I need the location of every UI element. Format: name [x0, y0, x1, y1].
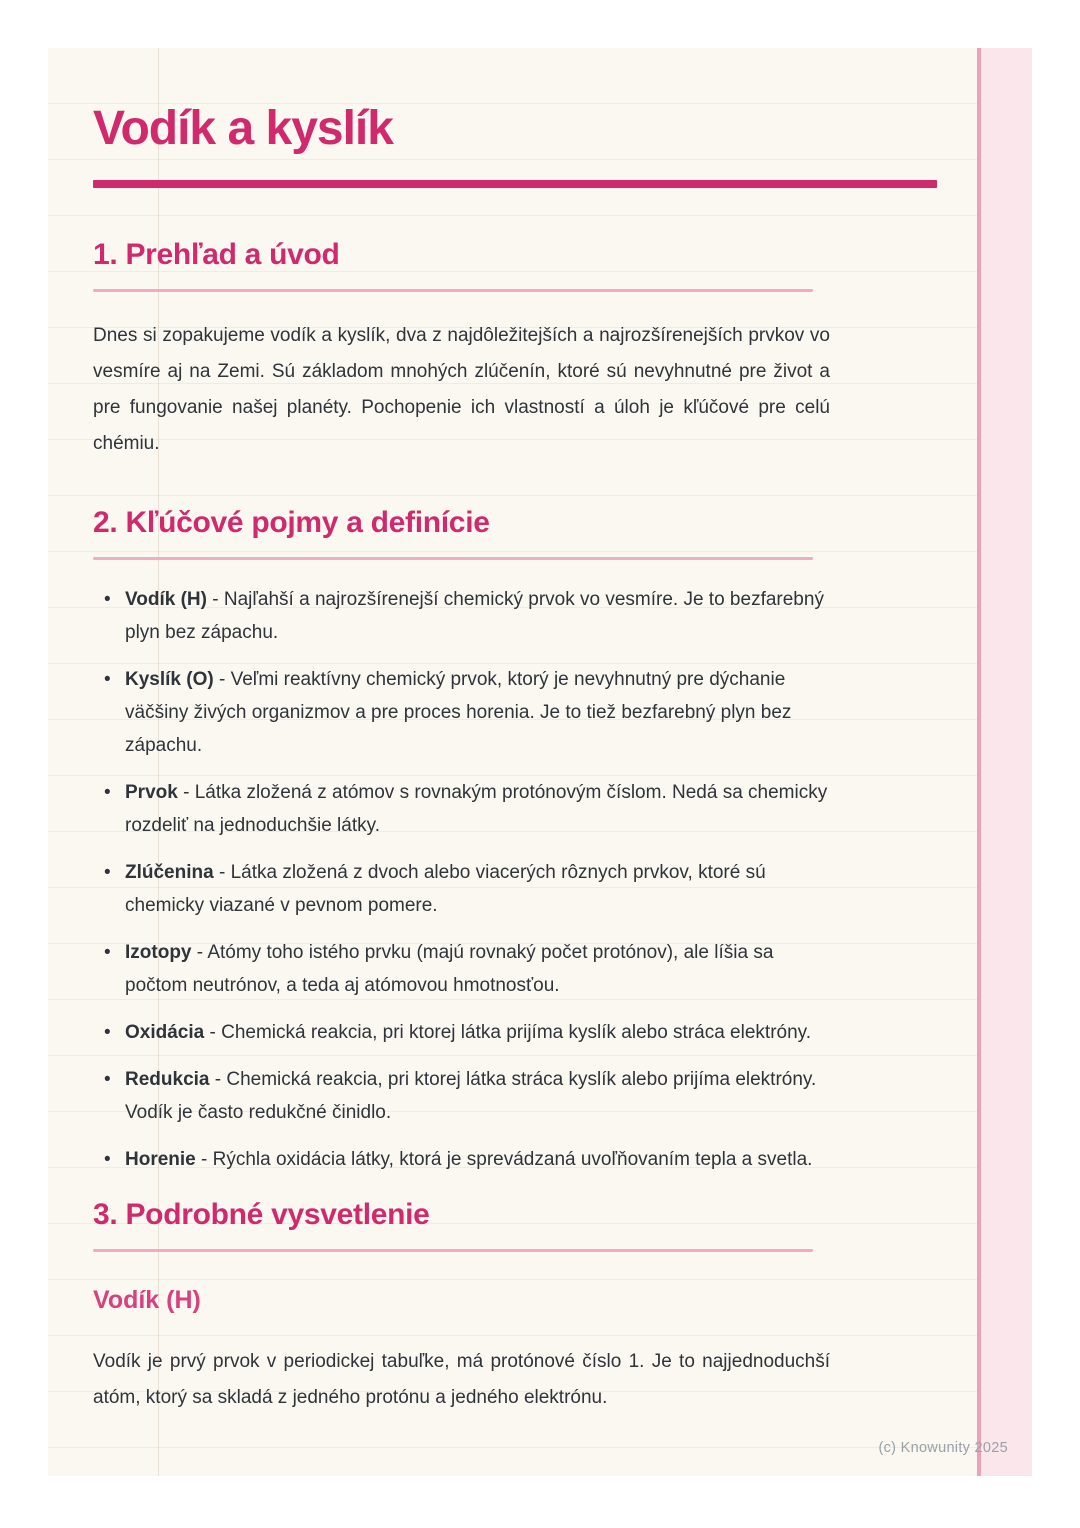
definition-item — [93, 663, 830, 762]
title-divider — [93, 180, 937, 188]
definition-description: - Atómy toho istého prvku (majú rovnaký počet protónov), ale líšia sa počtom neutrónov, a teda aj atómovou hmotnosťou. — [125, 942, 774, 996]
section-1-divider — [93, 289, 813, 292]
definitions-list — [93, 583, 830, 1176]
section-1-heading: 1. Prehľad a úvod — [93, 238, 340, 271]
definition-term: Vodík (H) — [125, 589, 207, 610]
definition-term: Prvok — [125, 782, 178, 803]
subsection-heading-vodik: Vodík (H) — [93, 1286, 201, 1314]
definition-term: Zlúčenina — [125, 862, 214, 883]
page-content — [48, 48, 830, 1416]
definition-item — [93, 936, 830, 1002]
definition-item — [93, 583, 830, 649]
section-3-paragraph: Vodík je prvý prvok v periodickej tabuľke, má protónové číslo 1. Je to najjednoduchší atóm, ktorý sa skladá z jedného protónu a jedného elektrónu. — [93, 1351, 830, 1408]
definition-term: Izotopy — [125, 942, 192, 963]
section-3-divider — [93, 1249, 813, 1252]
page-edge-stripe — [977, 48, 1032, 1476]
definition-description: - Rýchla oxidácia látky, ktorá je sprevádzaná uvoľňovaním tepla a svetla. — [201, 1149, 813, 1170]
definition-term: Horenie — [125, 1149, 196, 1170]
definition-item — [93, 856, 830, 922]
definition-description: - Chemická reakcia, pri ktorej látka stráca kyslík alebo prijíma elektróny. Vodík je často redukčné činidlo. — [125, 1069, 817, 1123]
definition-description: - Chemická reakcia, pri ktorej látka prijíma kyslík alebo stráca elektróny. — [209, 1022, 812, 1043]
definition-description: - Látka zložená z dvoch alebo viacerých rôznych prvkov, ktoré sú chemicky viazané v pevnom pomere. — [125, 862, 766, 916]
definition-item — [93, 1143, 830, 1176]
definition-term: Oxidácia — [125, 1022, 205, 1043]
definition-description: - Veľmi reaktívny chemický prvok, ktorý je nevyhnutný pre dýchanie väčšiny živých organizmov a pre proces horenia. Je to tiež bezfarebný plyn bez zápachu. — [125, 669, 792, 756]
definition-term: Kyslík (O) — [125, 669, 214, 690]
section-2-heading: 2. Kľúčové pojmy a definície — [93, 506, 490, 539]
definition-description: - Látka zložená z atómov s rovnakým protónovým číslom. Nedá sa chemicky rozdeliť na jednoduchšie látky. — [125, 782, 828, 836]
section-1-paragraph: Dnes si zopakujeme vodík a kyslík, dva z najdôležitejších a najrozšírenejších prvkov vo vesmíre aj na Zemi. Sú základom mnohých zlúčenín, ktoré sú nevyhnutné pre život a pre fungovanie našej planéty. Pochopenie ich vlastností a úloh je kľúčové pre celú chémiu. — [93, 325, 830, 454]
definition-description: - Najľahší a najrozšírenejší chemický prvok vo vesmíre. Je to bezfarebný plyn bez zápachu. — [125, 589, 824, 643]
definition-term: Redukcia — [125, 1069, 210, 1090]
definition-item — [93, 1063, 830, 1129]
watermark: (c) Knowunity 2025 — [878, 1440, 1008, 1456]
definition-item — [93, 776, 830, 842]
document-page — [48, 48, 1032, 1476]
page-title: Vodík a kyslík — [93, 102, 393, 155]
definition-item — [93, 1016, 830, 1049]
section-2-divider — [93, 557, 813, 560]
section-3-heading: 3. Podrobné vysvetlenie — [93, 1198, 430, 1231]
